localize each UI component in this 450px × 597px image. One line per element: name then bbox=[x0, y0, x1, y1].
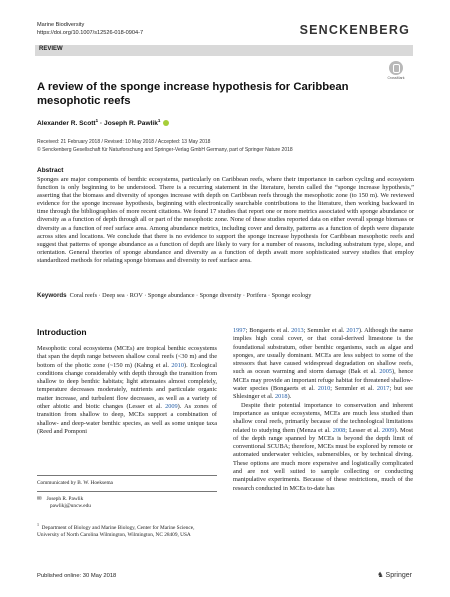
author-separator: · bbox=[98, 120, 105, 128]
citation-link[interactable]: 2017 bbox=[346, 327, 359, 334]
crossmark-badge[interactable] bbox=[384, 61, 408, 80]
springer-label: Springer bbox=[385, 572, 412, 579]
citation-link[interactable]: 2008 bbox=[332, 426, 346, 434]
citation-link[interactable]: 2018 bbox=[274, 393, 288, 401]
body-column-left bbox=[37, 345, 217, 436]
envelope-icon: ✉ bbox=[37, 496, 42, 502]
footnote-divider bbox=[37, 475, 217, 476]
article-history bbox=[37, 139, 293, 154]
history-dates: Received: 21 February 2018 / Revised: 10 May 2018 / Accepted: 13 May 2018 bbox=[37, 139, 211, 145]
citation-link[interactable]: 2010 bbox=[317, 385, 331, 393]
body-column-right bbox=[233, 327, 413, 493]
contact-email[interactable]: pawlikj@uncw.edu bbox=[50, 503, 91, 509]
paragraph: Mesophotic coral ecosystems (MCEs) are tropical benthic ecosystems that span the depth range between shallow coral reefs (<30 m) and the bottom of the photic zone (~150 m) (Kahng et al. 2010). Ecological conditions change considerably with depth through the transition from shallow to deep benthic habitats; light attenuates almost completely, temperature decreases moderately, nutrients and particulate organic matter increase, and turbulent flow decreases, as well as a variety of other abiotic and biotic changes (Lesser et al. 2009). As zones of transition from shallow to deep, MCEs support a combination of shallow- and deep-water benthic species, as well as some unique taxa (Reed and Pomponi bbox=[37, 345, 218, 435]
orcid-icon[interactable] bbox=[163, 120, 169, 126]
springer-logo bbox=[377, 571, 412, 579]
citation-link[interactable]: 2005 bbox=[379, 368, 392, 376]
copyright-line: © Senckenberg Gesellschaft für Naturforschung and Springer-Verlag GmbH Germany, part of Springer Nature 2018 bbox=[37, 146, 293, 153]
crossmark-label: CrossMark bbox=[387, 76, 405, 80]
citation-link[interactable]: 2013 bbox=[291, 327, 304, 334]
author-name[interactable]: Alexander R. Scott bbox=[37, 120, 96, 128]
keywords-label: Keywords bbox=[37, 292, 67, 299]
doi-link[interactable]: https://doi.org/10.1007/s12526-018-0904-7 bbox=[37, 29, 144, 36]
paragraph: Despite their potential importance to conservation and inherent importance as unique ecosystems, MCEs are much less studied than shallow coral reefs, primarily because of the technological limitations related to studying them (Menza et al. 2008; Lesser et al. 2009). Most of the depth range spanned by MCEs is beyond the depth limit of conventional SCUBA; therefore, MCEs must be explored by remote or automated underwater vehicles, submersibles, or by technical diving. These options are much more expensive and logistically complicated and are not well suited to sample collecting or conducting manipulative experiments. Because of these restrictions, much of the research conducted in MCEs to-date has bbox=[233, 401, 413, 492]
contact-name: Joseph R. Pawlik bbox=[46, 496, 84, 502]
communicated-by: Communicated by B. W. Hoeksema bbox=[37, 480, 113, 486]
publisher-logo-text: SENCKENBERG bbox=[299, 23, 410, 37]
affiliation bbox=[37, 521, 215, 539]
journal-name: Marine Biodiversity bbox=[37, 22, 85, 28]
affiliation-text: Department of Biology and Marine Biology, Center for Marine Science, University of North Carolina Wilmington, Wilmington, NC 28409, USA bbox=[37, 524, 195, 538]
citation-link[interactable]: 2017 bbox=[376, 385, 390, 393]
corresponding-author bbox=[37, 496, 91, 510]
author-name[interactable]: Joseph R. Pawlik bbox=[104, 120, 158, 128]
springer-horse-icon: ♞ bbox=[377, 571, 384, 579]
citation-link[interactable]: 1997 bbox=[233, 327, 246, 334]
section-bar bbox=[35, 45, 413, 56]
affiliation-marker: 1 bbox=[37, 522, 39, 527]
author-line bbox=[37, 118, 169, 127]
keywords-list: Coral reefs · Deep sea · ROV · Sponge abundance · Sponge diversity · Porifera · Sponge ecology bbox=[69, 292, 312, 299]
journal-header bbox=[37, 22, 143, 37]
footnote-divider bbox=[37, 491, 217, 492]
crossmark-icon bbox=[389, 61, 403, 75]
published-date: Published online: 30 May 2018 bbox=[37, 573, 117, 579]
citation-link[interactable]: 2009 bbox=[381, 426, 395, 434]
affiliation-marker: 1 bbox=[157, 118, 161, 123]
abstract-heading: Abstract bbox=[37, 167, 64, 174]
citation-link[interactable]: 2009 bbox=[165, 403, 178, 411]
article-title: A review of the sponge increase hypothesis for Caribbean mesophotic reefs bbox=[37, 81, 349, 107]
keywords-line bbox=[37, 292, 414, 299]
section-heading: Introduction bbox=[37, 327, 87, 337]
affiliation-marker: 1 bbox=[95, 118, 99, 123]
section-label: REVIEW bbox=[39, 46, 63, 52]
paragraph: 1997; Bongaerts et al. 2013; Semmler et al. 2017). Although the name implies high coral cover, or that coral-derived limestone is the foundational substratum, other benthic organisms, such as algae and sponges, are usually dominant. MCEs are less subject to some of the stressors that have caused widespread degradation on shallow reefs, such as ocean warming and storm damage (Bak et al. 2005), hence MCEs may provide an important refuge habitat for threatened shallow-water species (Bongaerts et al. 2010; Semmler et al. 2017; but see Shlesinger et al. 2018). bbox=[233, 327, 413, 401]
abstract-text: Sponges are major components of benthic ecosystems, particularly on Caribbean reefs, where their importance in carbon cycling and ecosystem function is only beginning to be understood. There is a recurring statement in the literature, herein called the “sponge increase hypothesis,” asserting that the biomass and diversity of sponges increase with depth on Caribbean reefs through the mesophotic zone (to 150 m). We reviewed evidence for the sponge increase hypothesis, beginning with electronically searchable contributions to the literature, then working backward in time through the bibliographies of more recent citations. We found 17 studies that report one or more metrics associated with sponge abundance or diversity as a function of depth through all or part of the mesophotic zone. None of these studies reported data on either overall sponge biomass or diversity as a function of reef surface area. Among abundance metrics, including cover and density, patterns as a function of depth were disparate across sites and locations. We conclude that there is no evidence to support the sponge increase hypothesis for Caribbean mesophotic reefs and suggest that patterns of sponge abundance as a function of depth are likely to vary for a number of reasons, including substratum type, slope, and orientation. General theories of sponge abundance and diversity as a function of depth await more sophisticated survey studies that employ standardized methods for relating sponge biomass and diversity to reef surface area. bbox=[37, 176, 414, 264]
citation-link[interactable]: 2010 bbox=[171, 361, 184, 369]
